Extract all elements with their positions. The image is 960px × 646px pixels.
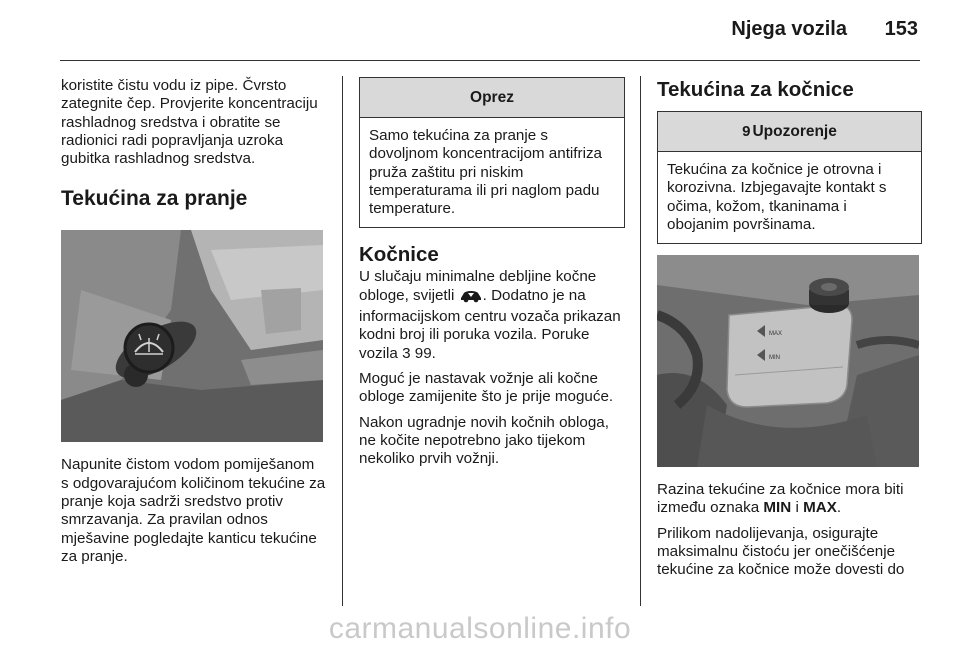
- column-left: [61, 77, 326, 573]
- brake-pad-text-a: U slučaju minimalne debljine kočne obloge, svijetli: [359, 268, 597, 304]
- brake-fluid-reservoir-photo: [657, 255, 919, 467]
- page-header: [0, 0, 960, 62]
- caution-box: [359, 77, 625, 228]
- washer-fill-paragraph: Napunite čistom vodom pomiješanom s odgovarajućom količinom tekućine za pranje koja sadrži sredstvo protiv smrzavanja. Za pravilan odnos mješavine pogledajte kanticu tekućine za pranje.: [61, 456, 326, 565]
- warning-title: Upozorenje: [752, 123, 837, 140]
- coolant-paragraph: koristite čistu vodu iz pipe. Čvrsto zategnite čep. Provjerite koncentraciju rashladnog sredstva i obratite se radionici radi popravljanja uzroka gubitka rashladnog sredstva.: [61, 77, 318, 168]
- brake-fluid-reservoir-illustration: [657, 255, 919, 467]
- min-mark: MIN: [769, 355, 780, 362]
- brake-fluid-level-text: Razina tekućine za kočnice mora biti između oznaka: [657, 481, 904, 517]
- car-service-icon: [459, 289, 483, 308]
- max-mark: MAX: [769, 331, 783, 338]
- column-right: [657, 77, 922, 587]
- brakes-heading: Kočnice: [359, 243, 439, 267]
- sentence-end: .: [836, 499, 842, 517]
- header-rule: [60, 60, 920, 61]
- washer-fluid-heading: Tekućina za pranje: [61, 187, 248, 211]
- brake-fluid-level-paragraph: [657, 481, 922, 518]
- refill-paragraph: Prilikom nadolijevanja, osigurajte maksimalnu čistoću jer onečišćenje tekućine za kočnice može dovesti do: [657, 524, 905, 579]
- caution-text: Samo tekućina za pranje s dovoljnom koncentracijom antifriza pruža zaštitu pri niskim temperaturama ili pri naglom padu temperature.: [369, 127, 602, 218]
- page-number: 153: [884, 18, 918, 40]
- column-divider-2: [640, 76, 641, 606]
- continue-driving-paragraph: Moguć je nastavak vožnje ali kočne obloge zamijenite što je prije moguće.: [359, 369, 614, 406]
- watermark: carmanualsonline.info: [328, 612, 632, 645]
- warning-box: [657, 111, 922, 244]
- section-title: Njega vozila: [731, 18, 847, 40]
- page-reference[interactable]: 99.: [414, 344, 436, 362]
- column-divider-1: [342, 76, 343, 606]
- new-pads-paragraph: Nakon ugradnje novih kočnih obloga, ne kočite nepotrebno jako tijekom nekoliko prvih vožnji.: [359, 413, 609, 468]
- brake-pad-text-b: . Dodatno je na informacijskom centru vozača prikazan kodni broj ili poruka vozila. Poruke vozila: [359, 286, 621, 362]
- conjunction: i: [795, 499, 799, 517]
- brake-pad-paragraph: [359, 268, 625, 362]
- warning-header: [658, 112, 921, 152]
- column-middle: [359, 77, 625, 475]
- washer-reservoir-photo: [61, 230, 323, 442]
- washer-reservoir-illustration: [61, 230, 323, 442]
- caution-title: Oprez: [360, 78, 624, 118]
- warning-text: Tekućina za kočnice je otrovna i korozivna. Izbjegavajte kontakt s očima, kožom, tkaninama i obojanim površinama.: [667, 161, 887, 233]
- page-reference-icon: 3: [402, 344, 411, 362]
- max-label: MAX: [803, 499, 837, 517]
- min-label: MIN: [763, 499, 792, 517]
- warning-icon: 9: [742, 123, 751, 140]
- brake-fluid-heading: Tekućina za kočnice: [657, 78, 854, 101]
